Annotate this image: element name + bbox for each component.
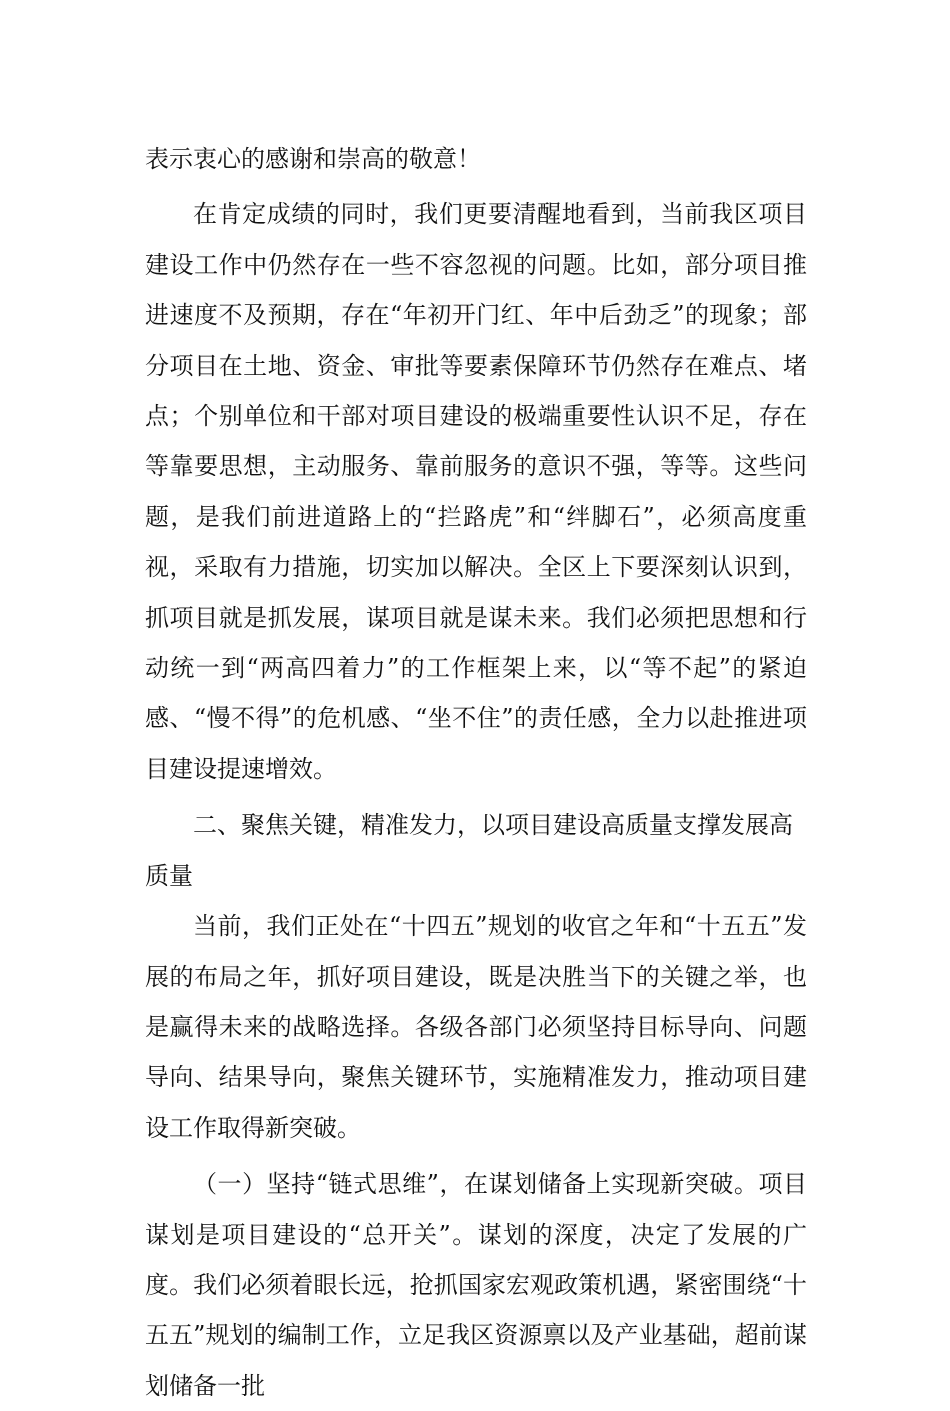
paragraph-problems: 在肯定成绩的同时，我们更要清醒地看到，当前我区项目建设工作中仍然存在一些不容忽视的问题。比如，部分项目推进速度不及预期，存在“年初开门红、年中后劲乏”的现象；部分项目在土地、资金、审批等要素保障环节仍然存在难点、堵点；个别单位和干部对项目建设的极端重要性认识不足，存在等靠要思想，主动服务、靠前服务的意识不强，等等。这些问题，是我们前进道路上的“拦路虎”和“绊脚石”，必须高度重视，采取有力措施，切实加以解决。全区上下要深刻认识到，抓项目就是抓发展，谋项目就是谋未来。我们必须把思想和行动统一到“两高四着力”的工作框架上来，以“等不起”的紧迫感、“慢不得”的危机感、“坐不住”的责任感，全力以赴推进项目建设提速增效。 [145,200,807,783]
paragraph-current-situation: 当前，我们正处在“十四五”规划的收官之年和“十五五”发展的布局之年，抓好项目建设，既是决胜当下的关键之举，也是赢得未来的战略选择。各级各部门必须坚持目标导向、问题导向、结果导向，聚焦关键环节，实施精准发力，推动项目建设工作取得新突破。 [145,912,807,1142]
document-body [145,134,807,1411]
section-heading-two: 二、聚焦关键，精准发力，以项目建设高质量支撑发展高质量 [145,811,793,890]
paragraph-closing-thanks: 表示衷心的感谢和崇高的敬意！ [145,145,481,173]
paragraph-chain-thinking: （一）坚持“链式思维”，在谋划储备上实现新突破。项目谋划是项目建设的“总开关”。谋划的深度，决定了发展的广度。我们必须着眼长远，抢抓国家宏观政策机遇，紧密围绕“十五五”规划的编制工作，立足我区资源禀以及产业基础，超前谋划储备一批 [145,1170,807,1400]
